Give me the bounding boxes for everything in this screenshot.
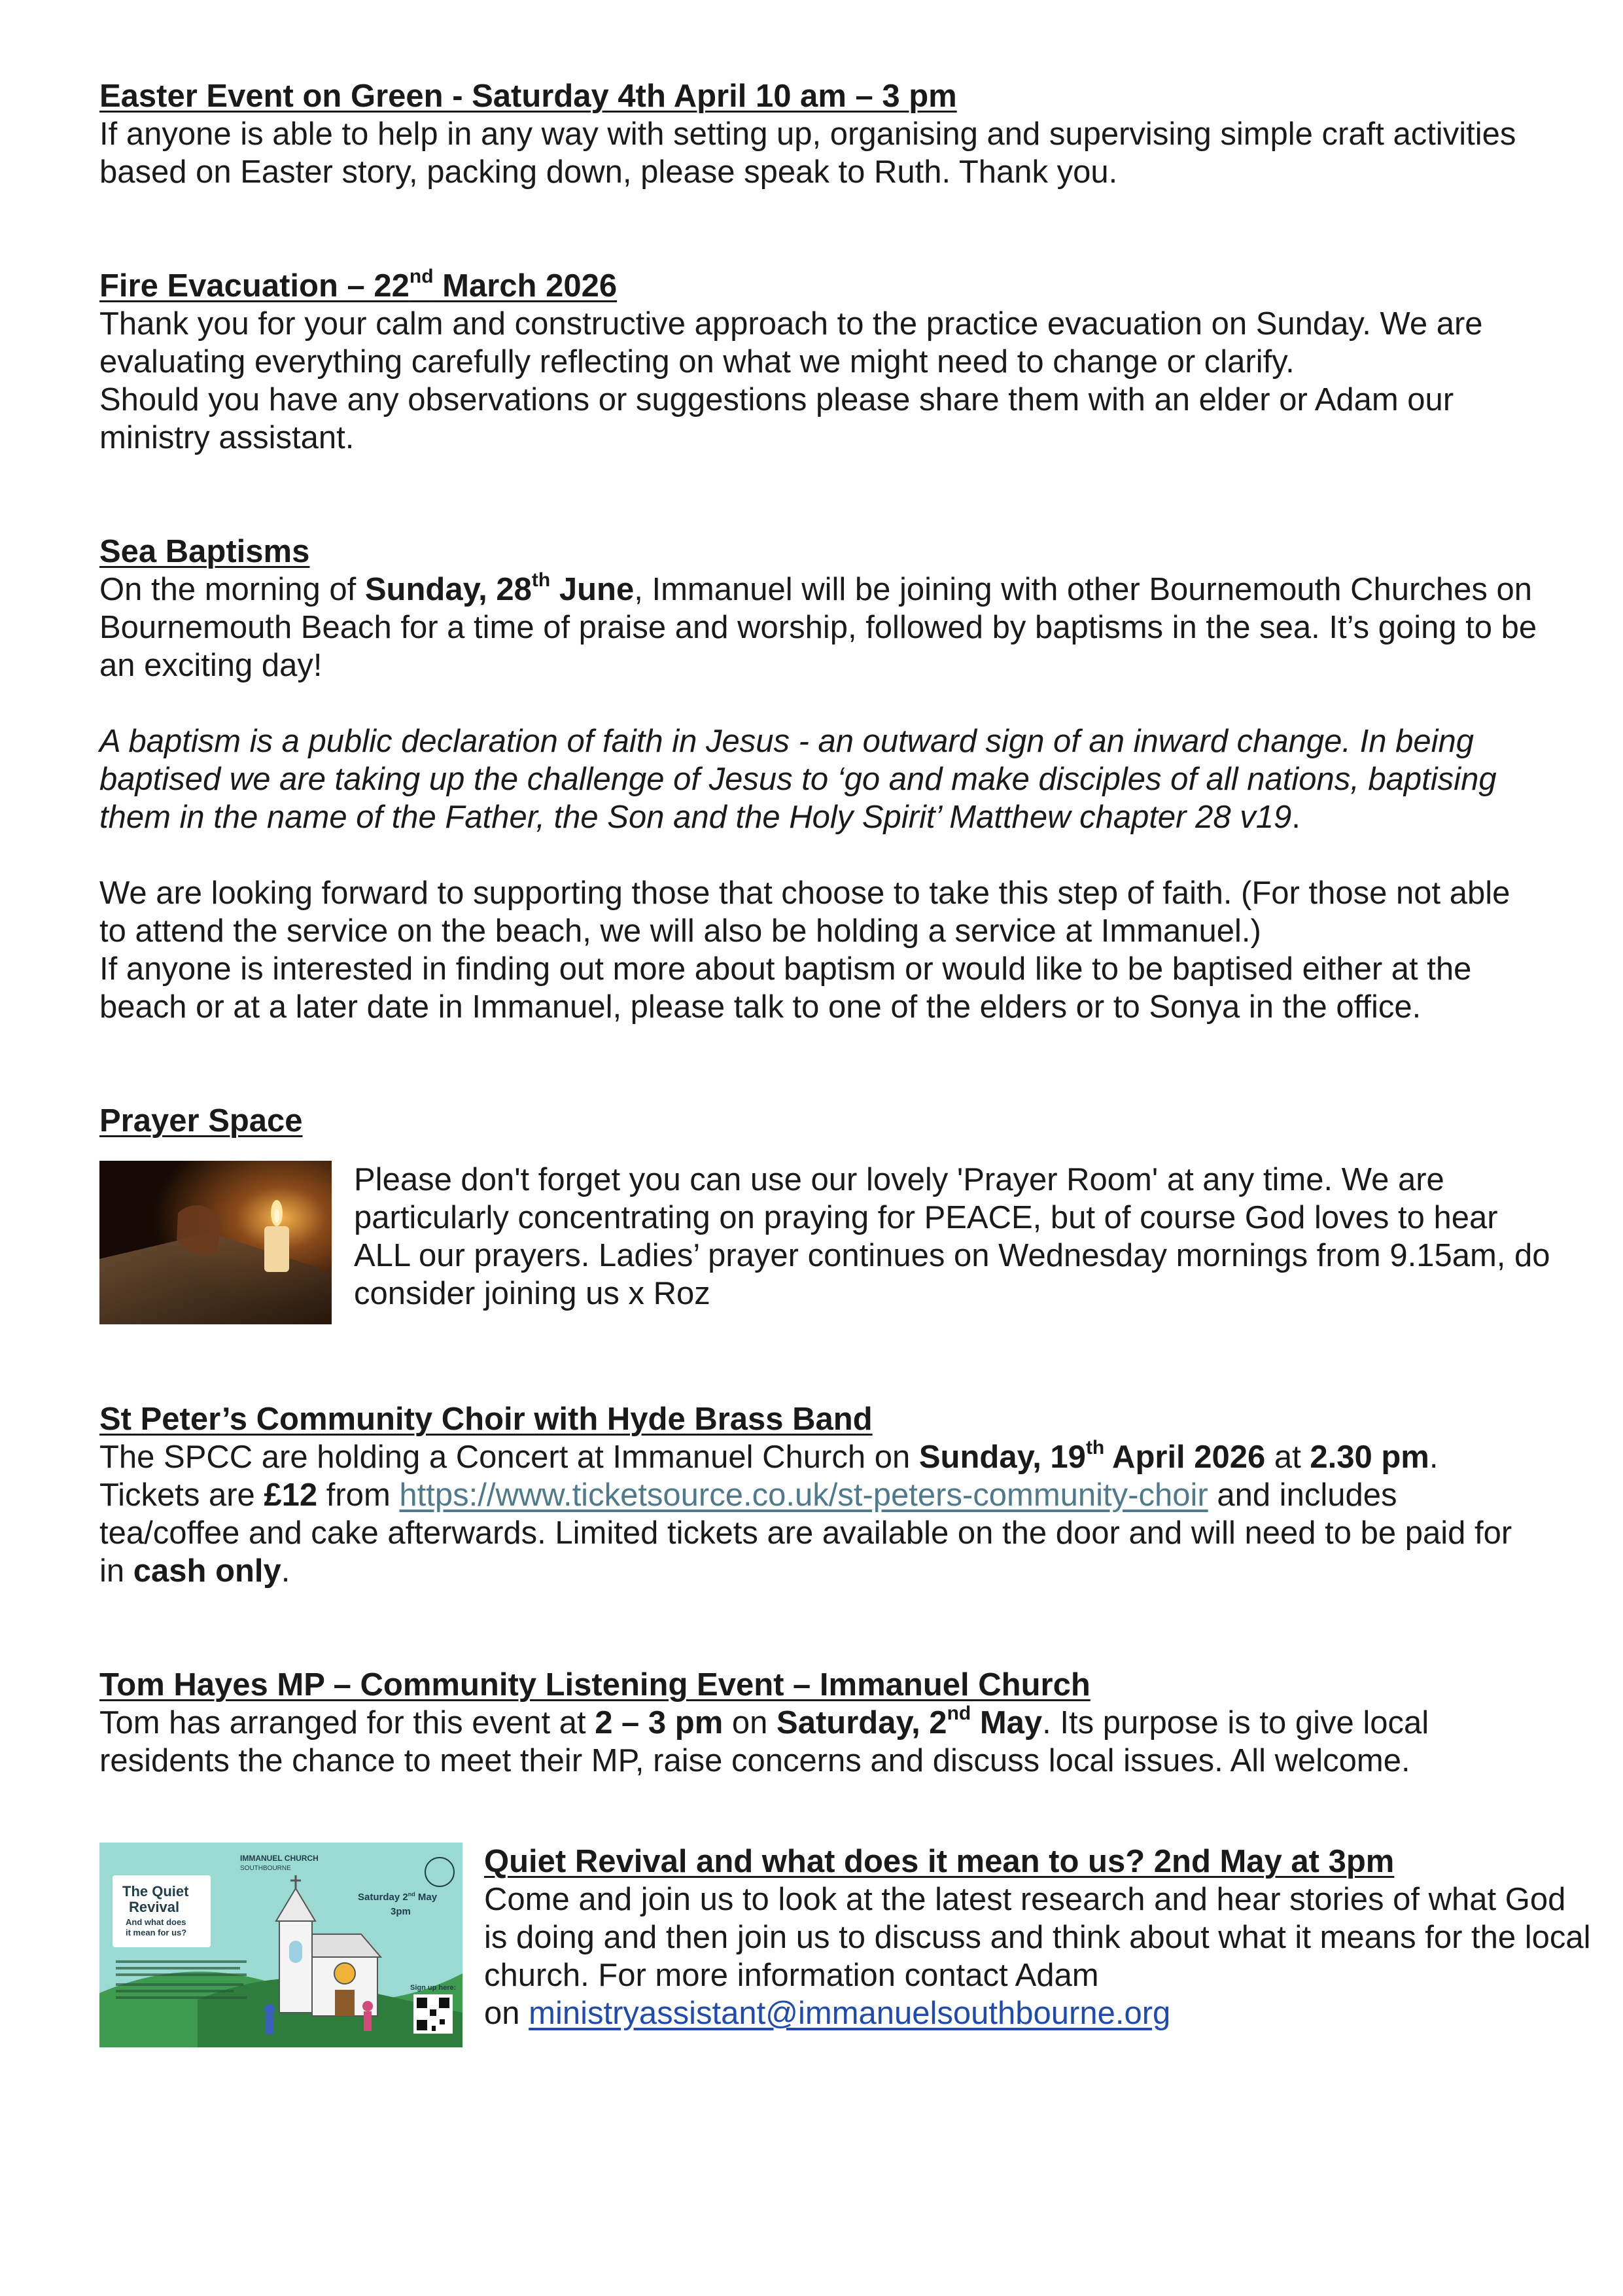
revival-section [99,1843,1591,2052]
fire-body-2: Should you have any observations or suggestions please share them with an elder or Adam our ministry assistant. [99,382,1454,455]
document-page [99,77,1591,2052]
tom-body: Tom has arranged for this event at 2 – 3 pm on Saturday, 2nd May. Its purpose is to give local residents the chance to meet their MP, raise concerns and discuss local issues. All welcome. [99,1702,1429,1778]
poster-church-name: IMMANUEL CHURCH [240,1854,319,1863]
fire-body-1: Thank you for your calm and constructive approach to the practice evacuation on Sunday. We are evaluating everything carefully reflecting on what we might need to change or clarify. [99,306,1483,380]
easter-section [99,77,1539,191]
poster-date: Saturday 2nd May [358,1891,438,1903]
revival-contact: on ministryassistant@immanuelsouthbourne.org [484,1996,1171,2031]
ticketsource-link[interactable]: https://www.ticketsource.co.uk/st-peters-community-choir [399,1477,1208,1513]
poster-signup: Sign up here: [410,1984,457,1992]
choir-body: The SPCC are holding a Concert at Immanuel Church on Sunday, 19th April 2026 at 2.30 pm. Tickets are £12 from https://www.ticketsource.co.uk/st-peters-community-choir and includes tea/coffee and cake afterwards. Limited tickets are available on the door and will need to be paid for in cash only. [99,1436,1512,1589]
poster-heading-4: it mean for us? [126,1928,187,1937]
tom-heading: Tom Hayes MP – Community Listening Event – Immanuel Church [99,1667,1091,1703]
tom-section [99,1666,1539,1780]
prayer-row [99,1161,1550,1324]
prayer-candle-image [99,1161,332,1324]
baptisms-para-1: On the morning of Sunday, 28th June, Immanuel will be joining with other Bournemouth Churches on Bournemouth Beach for a time of praise and worship, followed by baptisms in the sea. It’s going to be an exciting day! [99,569,1537,683]
choir-section [99,1400,1539,1590]
poster-heading-2: Revival [129,1899,180,1915]
poster-church-sub: SOUTHBOURNE [240,1865,291,1872]
poster-heading-3: And what does [126,1917,186,1927]
baptisms-para-4: If anyone is interested in finding out more about baptism or would like to be baptised either at the beach or at a later date in Immanuel, please talk to one of the elders or to Sonya in the office. [99,951,1472,1025]
revival-heading: Quiet Revival and what does it mean to us? 2nd May at 3pm [484,1844,1395,1879]
fire-section [99,267,1539,457]
easter-body: If anyone is able to help in any way with setting up, organising and supervising simple craft activities based on Easter story, packing down, please speak to Ruth. Thank you. [99,116,1516,190]
poster-heading-1: The Quiet [122,1883,189,1899]
prayer-section [99,1102,1550,1324]
baptisms-section [99,533,1539,1026]
quiet-revival-poster [99,1843,462,2047]
poster-time: 3pm [391,1906,411,1917]
revival-body: Come and join us to look at the latest research and hear stories of what God is doing and then join us to discuss and think about what it means for the local church. For more information contact Adam [484,1882,1591,1993]
prayer-heading: Prayer Space [99,1103,303,1139]
baptisms-para-2: A baptism is a public declaration of faith in Jesus - an outward sign of an inward change. In being baptised we are taking up the challenge of Jesus to ‘go and make disciples of all nations, baptising them in the name of the Father, the Son and the Holy Spirit’ Matthew chapter 28 v19. [99,724,1497,835]
easter-heading: Easter Event on Green - Saturday 4th April 10 am – 3 pm [99,79,957,114]
baptisms-para-3: We are looking forward to supporting those that choose to take this step of faith. (For those not able to attend the service on the beach, we will also be holding a service at Immanuel.) [99,875,1510,949]
prayer-body: Please don't forget you can use our lovely 'Prayer Room' at any time. We are particularly concentrating on praying for PEACE, but of course God loves to hear ALL our prayers. Ladies’ prayer continues on Wednesday mornings from 9.15am, do consider joining us x Roz [354,1162,1550,1311]
choir-heading: St Peter’s Community Choir with Hyde Brass Band [99,1402,873,1437]
baptisms-heading: Sea Baptisms [99,534,310,569]
fire-heading: Fire Evacuation – 22nd March 2026 [99,265,618,304]
email-link[interactable]: ministryassistant@immanuelsouthbourne.org [529,1996,1171,2031]
revival-text [484,1843,1596,2032]
